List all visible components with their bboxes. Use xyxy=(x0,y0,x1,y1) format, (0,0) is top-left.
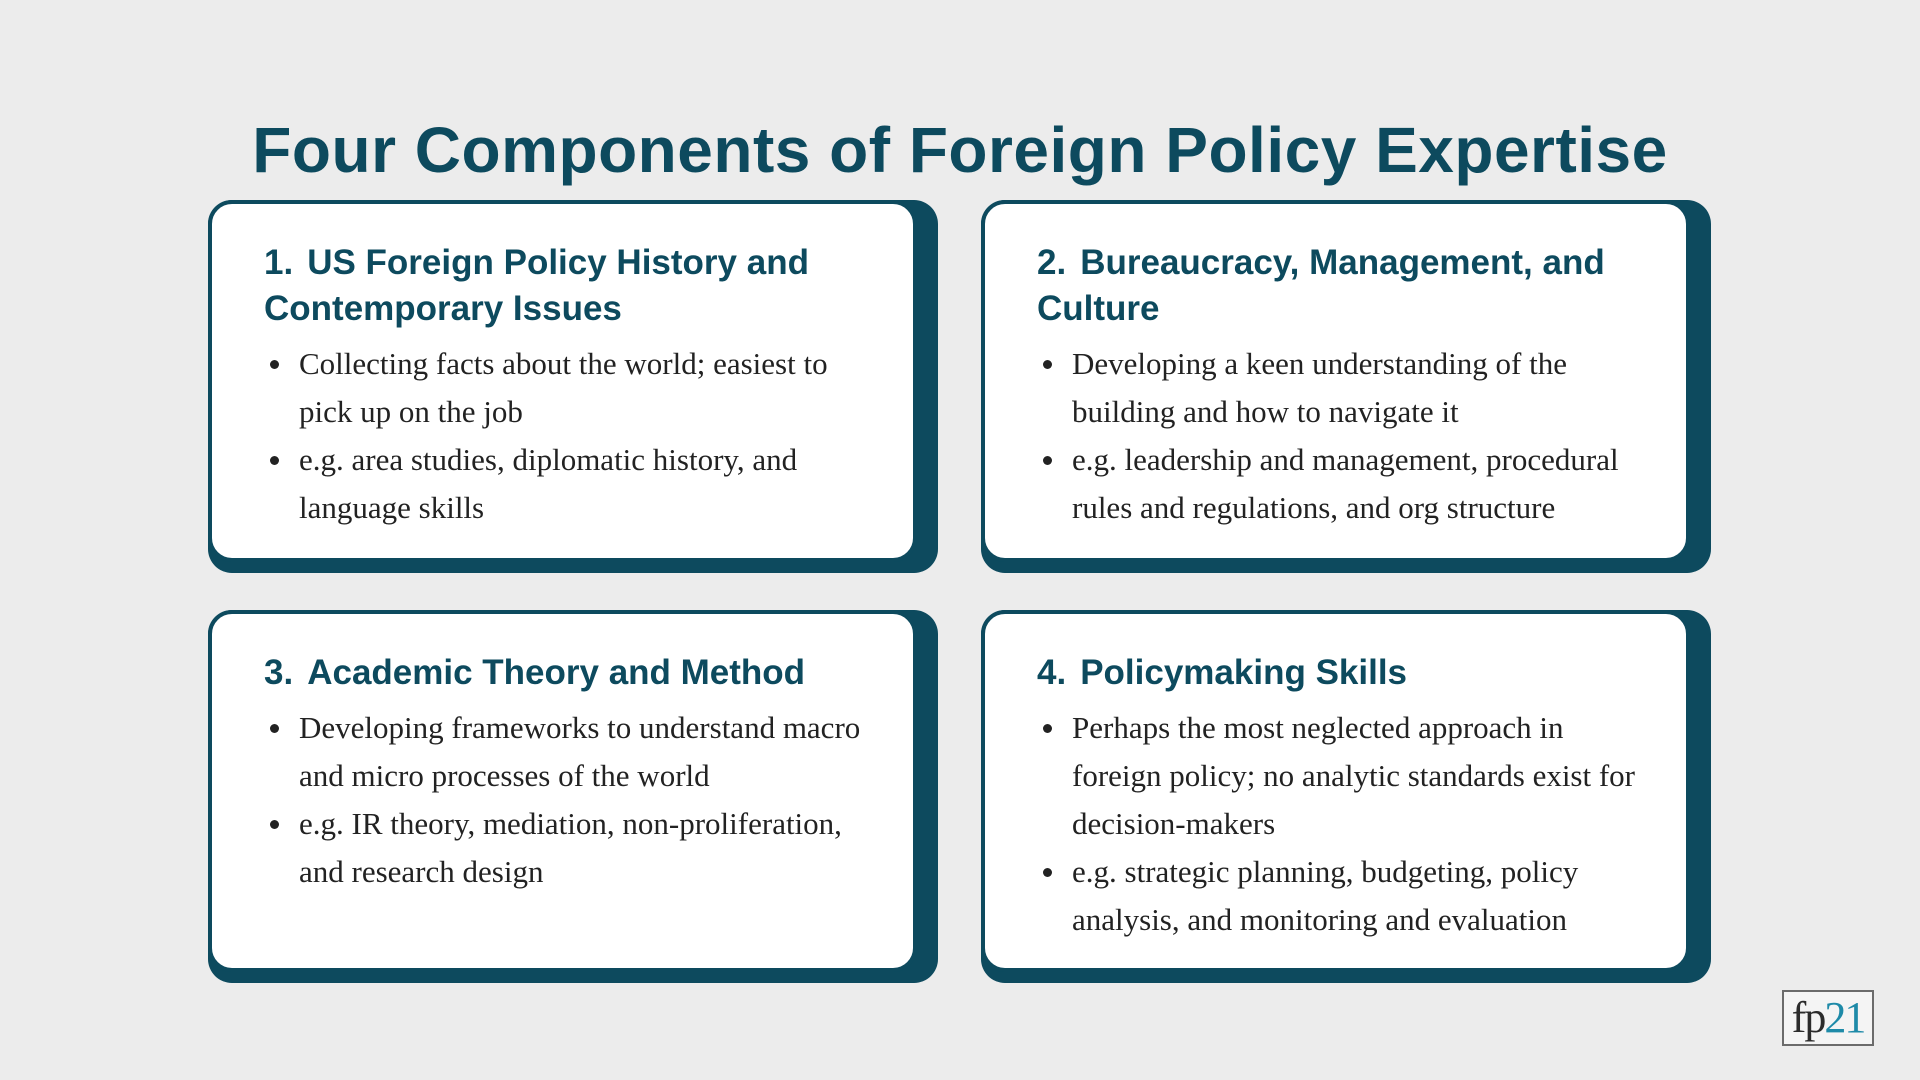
card-title-text: Bureaucracy, Management, and Culture xyxy=(1037,243,1605,328)
card-body xyxy=(208,610,917,972)
bullet-icon xyxy=(1043,360,1052,369)
logo-text-fp: fp xyxy=(1791,993,1825,1042)
bullet-list xyxy=(1037,704,1646,944)
bullet-icon xyxy=(270,456,279,465)
logo-text-21: 21 xyxy=(1824,993,1865,1042)
card-body xyxy=(981,200,1690,562)
bullet-item xyxy=(1037,340,1646,436)
card-title-text: Academic Theory and Method xyxy=(307,653,806,692)
bullet-text: Developing frameworks to understand macro and micro processes of the world xyxy=(299,710,861,793)
bullet-item xyxy=(1037,848,1646,944)
component-card-3 xyxy=(208,610,938,985)
bullet-text: Collecting facts about the world; easiest to pick up on the job xyxy=(299,346,828,429)
bullet-icon xyxy=(270,724,279,733)
bullet-text: e.g. strategic planning, budgeting, policy analysis, and monitoring and evaluation xyxy=(1072,854,1579,937)
bullet-icon xyxy=(270,360,279,369)
component-card-2 xyxy=(981,200,1711,575)
bullet-item xyxy=(264,436,873,532)
card-body xyxy=(981,610,1690,972)
page-title: Four Components of Foreign Policy Expertise xyxy=(252,113,1668,186)
component-card-1 xyxy=(208,200,938,575)
bullet-item xyxy=(264,800,873,896)
card-title xyxy=(264,240,873,332)
card-title xyxy=(1037,650,1646,696)
card-title-text: US Foreign Policy History and Contemporary Issues xyxy=(264,243,809,328)
card-number: 1. xyxy=(264,243,294,282)
bullet-item xyxy=(1037,436,1646,532)
bullet-item xyxy=(264,340,873,436)
bullet-icon xyxy=(1043,724,1052,733)
bullet-list xyxy=(264,704,873,896)
card-body xyxy=(208,200,917,562)
bullet-list xyxy=(264,340,873,532)
bullet-list xyxy=(1037,340,1646,532)
bullet-text: e.g. area studies, diplomatic history, and language skills xyxy=(299,442,798,525)
card-title-text: Policymaking Skills xyxy=(1080,653,1408,692)
bullet-text: e.g. leadership and management, procedural rules and regulations, and org structure xyxy=(1072,442,1619,525)
card-title xyxy=(264,650,873,696)
bullet-text: Developing a keen understanding of the building and how to navigate it xyxy=(1072,346,1567,429)
bullet-item xyxy=(1037,704,1646,848)
card-number: 4. xyxy=(1037,653,1067,692)
bullet-icon xyxy=(1043,456,1052,465)
card-number: 2. xyxy=(1037,243,1067,282)
bullet-text: Perhaps the most neglected approach in foreign policy; no analytic standards exist for decision-makers xyxy=(1072,710,1636,841)
fp21-logo xyxy=(1782,990,1874,1046)
bullet-text: e.g. IR theory, mediation, non-proliferation, and research design xyxy=(299,806,842,889)
bullet-icon xyxy=(270,820,279,829)
component-card-4 xyxy=(981,610,1711,985)
card-title xyxy=(1037,240,1646,332)
card-number: 3. xyxy=(264,653,294,692)
bullet-icon xyxy=(1043,868,1052,877)
bullet-item xyxy=(264,704,873,800)
